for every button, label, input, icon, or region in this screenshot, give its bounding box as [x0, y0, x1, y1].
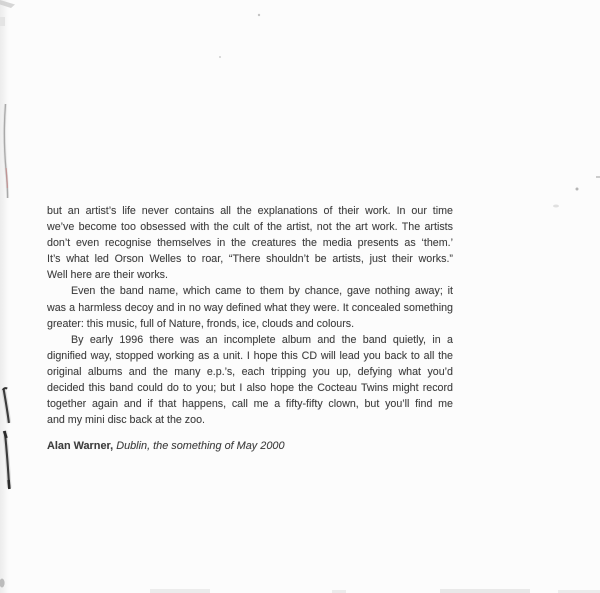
text-line: It’s what led Orson Welles to roar, “There shouldn’t be artists, just their works.” — [47, 253, 453, 266]
text-line: together again and if that happens, call me a fifty-fifty clown, but you’ll find me — [47, 398, 453, 411]
liner-notes-text — [47, 203, 453, 428]
staple-artifact-lower — [4, 431, 9, 489]
dust-specks — [219, 14, 600, 208]
staple-artifact-upper — [3, 388, 9, 423]
signature-place-date: Dublin, the something of May 2000 — [116, 440, 285, 452]
staple-hair-artifact-top — [4, 104, 7, 198]
signature-line — [47, 440, 285, 452]
text-line: greater: this music, full of Nature, fronds, ice, clouds and colours. — [47, 317, 355, 330]
author-name: Alan Warner, — [47, 440, 114, 452]
edge-smudge-left-top — [0, 17, 5, 26]
corner-smudge-top-left — [0, 0, 15, 8]
text-line: decided this band could do to you; but I also hope the Cocteau Twins might record — [47, 382, 453, 395]
text-line: By early 1996 there was an incomplete album and the band quietly, in a — [71, 333, 453, 346]
bottom-edge-smudges — [150, 589, 600, 593]
text-line: we’ve become too obsessed with the cult of the artist, not the art work. The artists — [47, 221, 453, 234]
text-line: original albums and the many e.p.’s, each tripping you up, defying what you’d — [47, 365, 453, 378]
text-line: and my mini disc back at the zoo. — [47, 414, 206, 427]
text-line: Well here are their works. — [47, 269, 168, 282]
text-line: was a harmless decoy and in no way defined what they were. It concealed something — [47, 301, 453, 314]
text-line: don’t even recognise themselves in the creatures the media presents as ‘them.’ — [47, 237, 453, 250]
text-line: dignified way, stopped working as a unit. I hope this CD will lead you back to all the — [47, 349, 453, 362]
text-line: Even the band name, which came to them by chance, gave nothing away; it — [71, 285, 453, 298]
text-line: but an artist’s life never contains all the explanations of their work. In our time — [47, 205, 453, 217]
corner-smudge-bottom-left — [0, 579, 5, 588]
